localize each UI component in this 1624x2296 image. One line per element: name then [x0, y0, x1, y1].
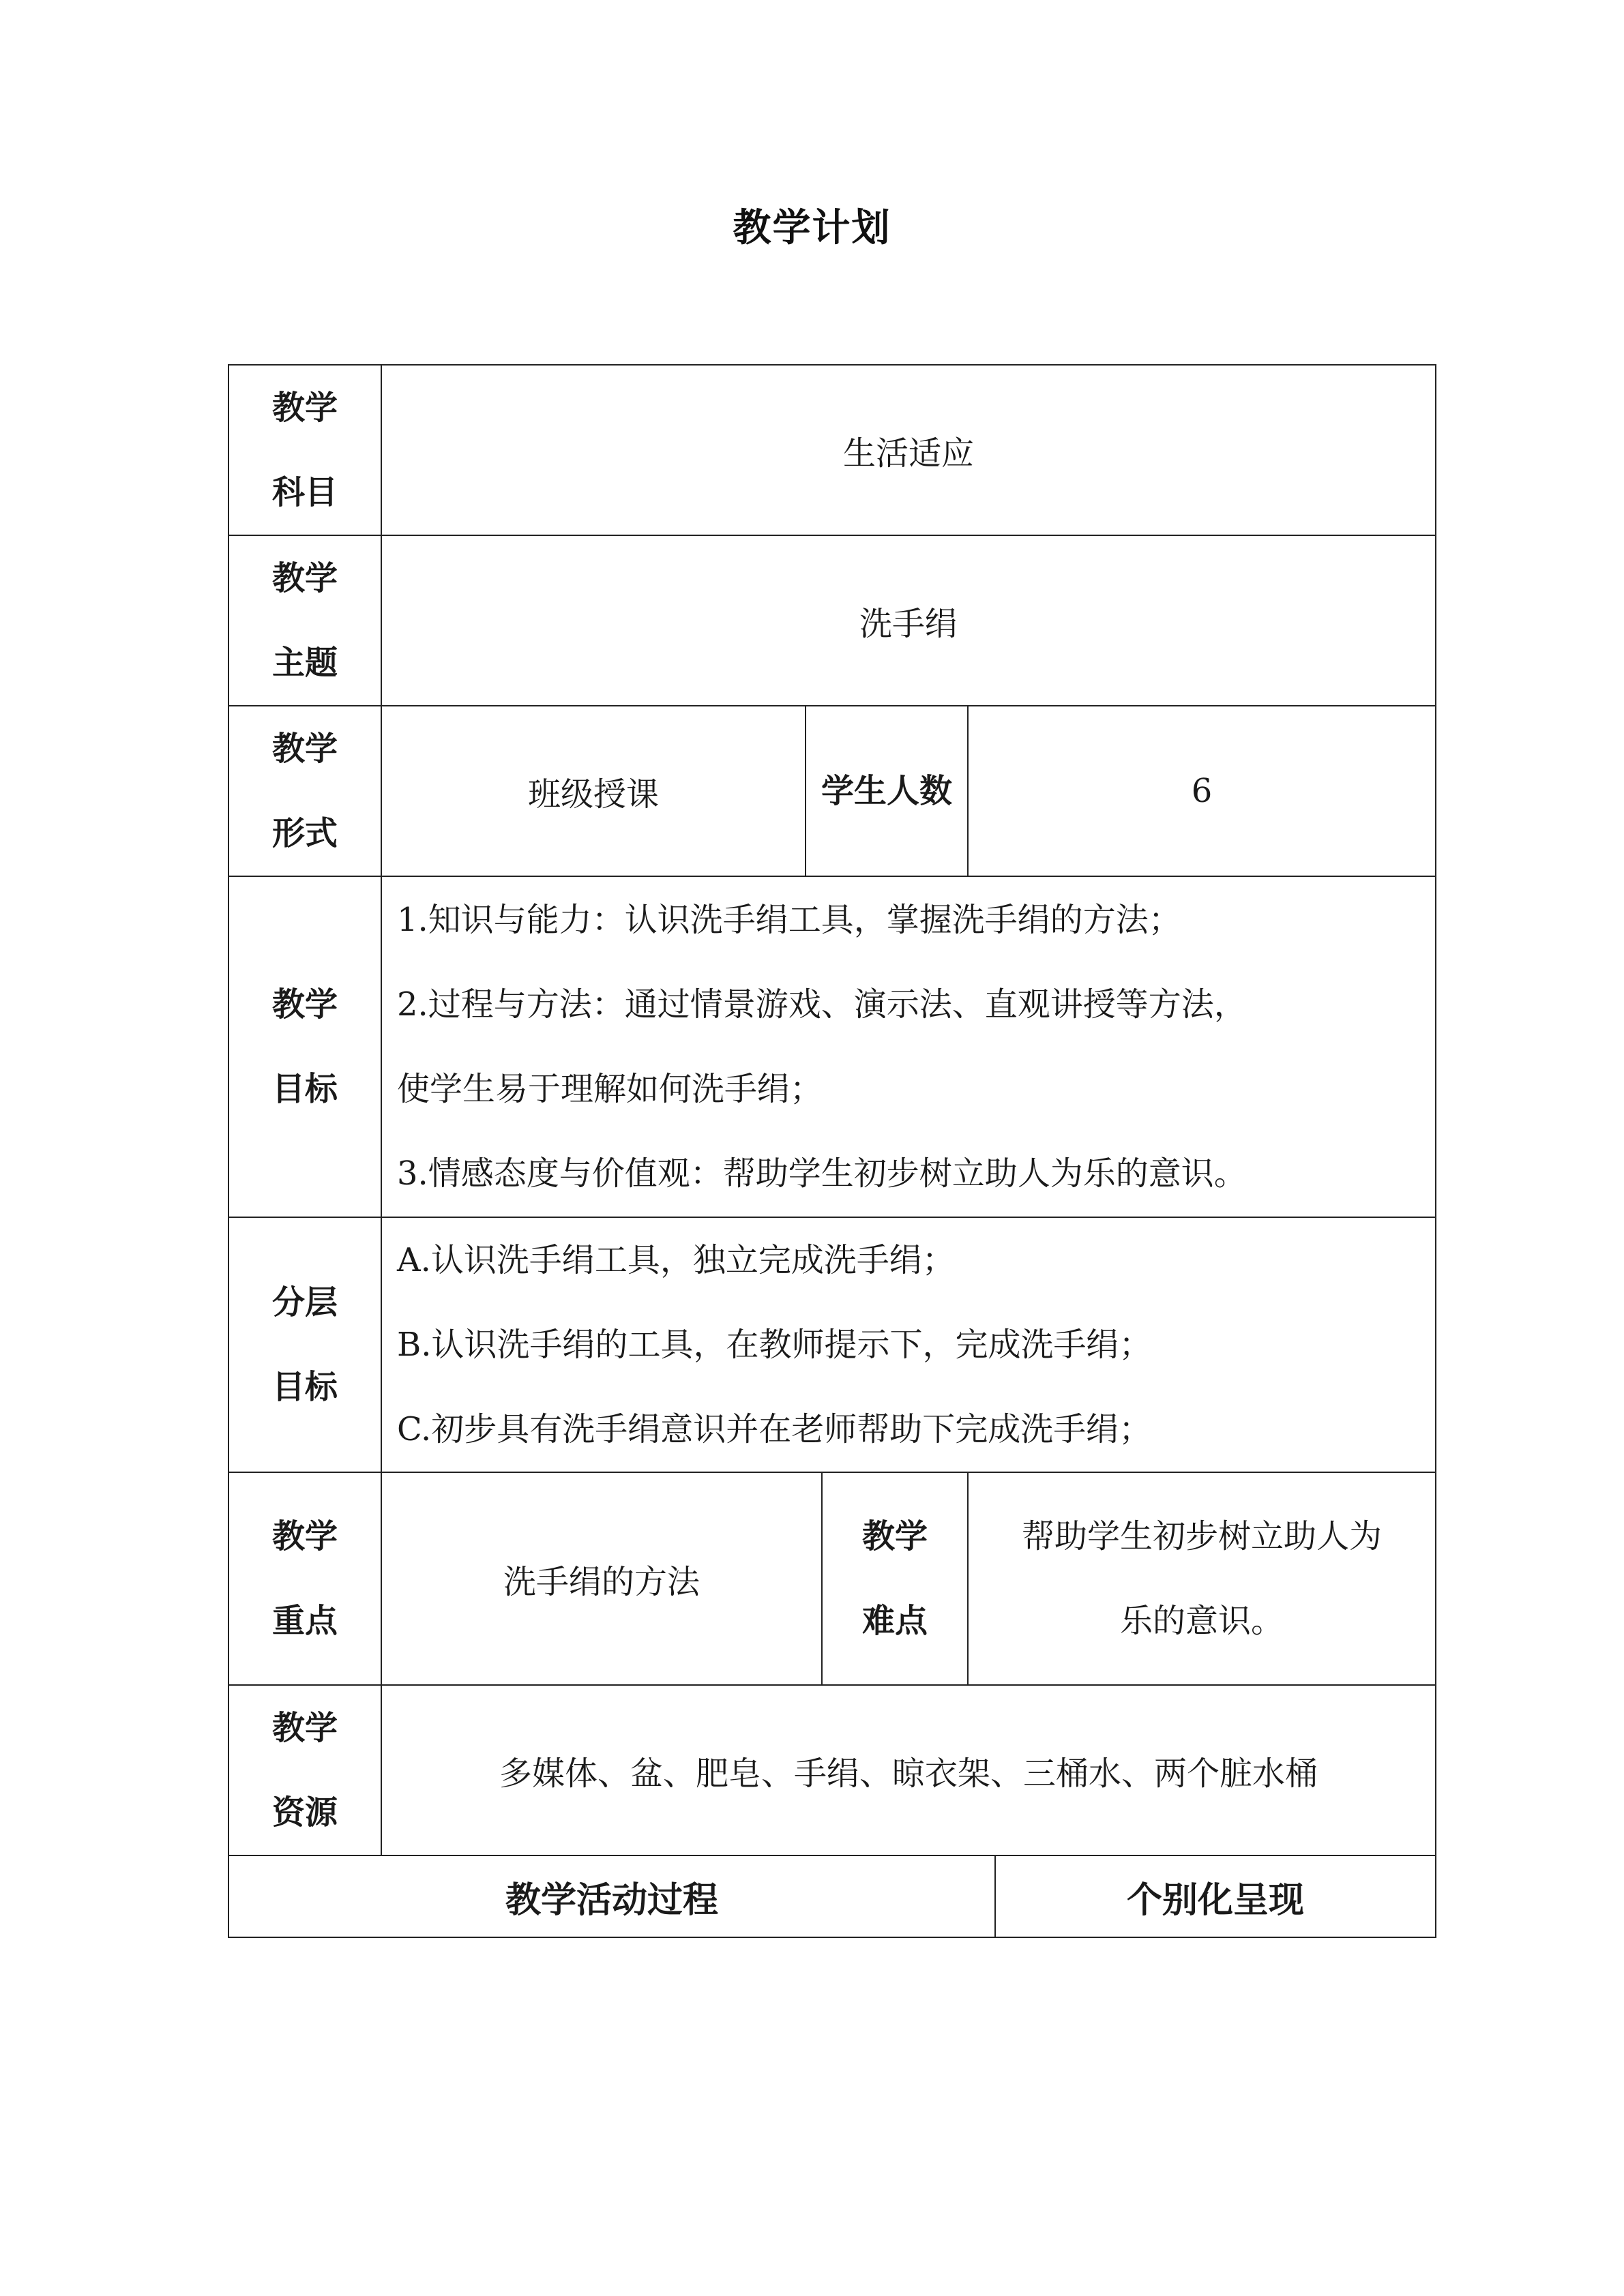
goal-line: 3.情感态度与价值观：帮助学生初步树立助人为乐的意识。 [397, 1154, 1247, 1193]
tiered-goals-content [381, 1217, 1436, 1472]
goals-label: 教学 目标 [228, 876, 381, 1217]
subject-value: 生活适应 [381, 365, 1436, 535]
goal-line: 1.知识与能力：认识洗手绢工具，掌握洗手绢的方法； [397, 901, 1181, 939]
subject-label: 教学 科目 [228, 365, 381, 535]
lesson-plan-table [228, 364, 1436, 1938]
resources-value: 多媒体、盆、肥皂、手绢、晾衣架、三桶水、两个脏水桶 [381, 1685, 1436, 1855]
row-focus [228, 1472, 1436, 1685]
resources-label: 教学 资源 [228, 1685, 381, 1855]
row-resources [228, 1685, 1436, 1855]
difficulty-label: 教学 难点 [822, 1472, 968, 1685]
student-count-value: 6 [968, 706, 1436, 876]
row-goals [228, 876, 1436, 1217]
form-label: 教学 形式 [228, 706, 381, 876]
tiered-goal-line: B.认识洗手绢的工具，在教师提示下，完成洗手绢； [397, 1326, 1152, 1364]
page-title: 教学计划 [733, 206, 891, 250]
focus-value: 洗手绢的方法 [381, 1472, 822, 1685]
tiered-goal-line: C.初步具有洗手绢意识并在老师帮助下完成洗手绢； [397, 1410, 1152, 1448]
student-count-label: 学生人数 [806, 706, 968, 876]
form-value: 班级授课 [381, 706, 806, 876]
theme-label: 教学 主题 [228, 535, 381, 706]
row-subject [228, 365, 1436, 535]
row-footer-header [228, 1855, 1436, 1937]
tiered-goals-label: 分层 目标 [228, 1217, 381, 1472]
theme-value: 洗手绢 [381, 535, 1436, 706]
focus-label: 教学 重点 [228, 1472, 381, 1685]
individual-header: 个别化呈现 [995, 1855, 1436, 1937]
process-header: 教学活动过程 [228, 1855, 995, 1937]
difficulty-value: 帮助学生初步树立助人为 乐的意识。 [968, 1472, 1436, 1685]
row-theme [228, 535, 1436, 706]
goal-line: 使学生易于理解如何洗手绢； [397, 1070, 823, 1108]
row-form [228, 706, 1436, 876]
row-tiered-goals [228, 1217, 1436, 1472]
tiered-goal-line: A.认识洗手绢工具，独立完成洗手绢； [397, 1241, 955, 1279]
goals-content [381, 876, 1436, 1217]
goal-line: 2.过程与方法：通过情景游戏、演示法、直观讲授等方法， [397, 985, 1247, 1024]
